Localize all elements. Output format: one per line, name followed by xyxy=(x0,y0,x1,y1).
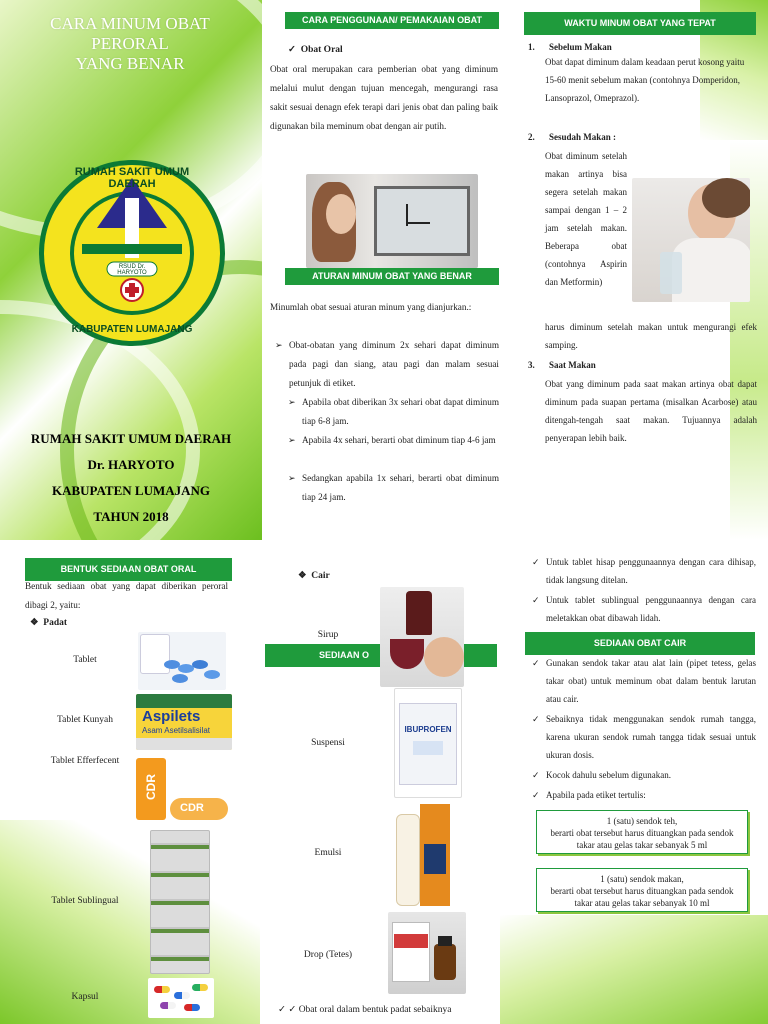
check-icon: ✓ xyxy=(278,1005,286,1015)
footer-text: Obat oral dalam bentuk padat sebaiknya xyxy=(298,1005,452,1015)
cair-item-4 xyxy=(532,786,756,804)
aturan-intro: Minumlah obat sesuai aturan minum yang dianjurkan.: xyxy=(270,302,472,312)
aturan-item-1 xyxy=(275,336,499,393)
waktu-item-3-title xyxy=(528,356,596,374)
check-icon: ✓ xyxy=(288,45,296,55)
cair-heading xyxy=(298,570,330,581)
obat-oral-subheading xyxy=(288,44,343,55)
diamond-bullet-icon: ❖ xyxy=(30,618,39,628)
cover-panel xyxy=(0,0,262,540)
note-tablet-hisap xyxy=(532,553,756,589)
aspilets-image xyxy=(136,694,232,750)
aturan-header: ATURAN MINUM OBAT YANG BENAR xyxy=(285,268,499,285)
penggunaan-body: Obat oral merupakan cara pemberian obat yang diminum melalui mulut dengan tujuan mencegah, mengurangi rasa sakit sesuai denagn efek terapi dari jenis obat dan paling baik digunakan bila meminum obat dengan air putih. xyxy=(270,64,498,131)
kapsul-image xyxy=(148,978,214,1018)
check-icon: ✓ xyxy=(532,790,540,800)
note-text: Untuk tablet hisap penggunaannya dengan cara dihisap, tidak langsung ditelan. xyxy=(546,557,756,585)
waktu-header: WAKTU MINUM OBAT YANG TEPAT xyxy=(524,12,756,35)
waktu-item-3-desc: Obat yang diminum pada saat makan artinya obat dapat diminum pada suapan pertama (misalkan Acarbose) atau ditengah-tengah saat makan. Tujuannya adalah penyerapan lebih baik. xyxy=(545,379,757,443)
dose-box-title: 1 (satu) sendok teh, xyxy=(606,816,678,826)
label-tablet-sublingual: Tablet Sublingual xyxy=(51,896,119,906)
cair-item-text: Sebaiknya tidak menggunakan sendok rumah tangga, karena ukuran sendok rumah tangga tidak sesuai untuk ukuran dosis. xyxy=(546,714,756,760)
arrow-bullet-icon: ➢ xyxy=(288,435,296,445)
cover-title-line: CARA MINUM OBAT xyxy=(50,14,210,33)
item-number: 2. xyxy=(528,132,535,142)
bentuk-intro: Bentuk sediaan obat yang dapat diberikan peroral dibagi 2, yaitu: xyxy=(25,581,228,610)
aturan-sub-1 xyxy=(288,393,499,431)
item-title: Sesudah Makan : xyxy=(549,132,617,142)
cair-item-text: Kocok dahulu sebelum digunakan. xyxy=(546,770,671,780)
sublingual-image xyxy=(150,830,210,974)
aturan-sub-text: Apabila 4x sehari, berarti obat diminum tiap 4-6 jam xyxy=(302,435,496,445)
dose-box-teaspoon xyxy=(536,810,748,854)
bentuk-header: BENTUK SEDIAAN OBAT ORAL xyxy=(25,558,232,581)
hospital-line: KABUPATEN LUMAJANG xyxy=(51,483,211,498)
woman-pill-image xyxy=(632,178,750,302)
emulsi-image xyxy=(394,804,452,908)
hospital-logo xyxy=(37,158,227,348)
waktu-item-2-desc-a: Obat diminum setelah makan artinya bisa segera setelah makan sampai dengan 1 – 2 jam setelah makan. Beberapa obat (contohnya Aspirin dan Metformin) xyxy=(545,151,627,287)
note-tablet-sublingual xyxy=(532,591,756,627)
sediaan-cair-header: SEDIAAN OBAT CAIR xyxy=(525,632,755,655)
label-kapsul: Kapsul xyxy=(71,992,99,1002)
note-text: Untuk tablet sublingual penggunaannya dengan cara meletakkan obat dibawah lidah. xyxy=(546,595,756,623)
aturan-sub-text: Sedangkan apabila 1x sehari, berarti obat diminum tiap 24 jam. xyxy=(302,473,499,502)
diamond-bullet-icon: ❖ xyxy=(298,571,307,581)
logo-ring-bottom: KABUPATEN LUMAJANG xyxy=(71,324,193,335)
arrow-bullet-icon: ➢ xyxy=(288,473,296,483)
check-icon: ✓ xyxy=(532,595,540,605)
label-tablet-kunyah: Tablet Kunyah xyxy=(56,715,114,725)
bottom-left-decor xyxy=(0,820,260,1024)
padat-text: Padat xyxy=(43,618,68,628)
tablet-image xyxy=(138,632,226,690)
hospital-line: Dr. HARYOTO xyxy=(87,457,175,472)
check-icon: ✓ xyxy=(532,770,540,780)
check-icon: ✓ xyxy=(532,714,540,724)
waktu-item-1-desc: Obat dapat diminum dalam keadaan perut kosong yaitu 15-60 menit sebelum makan (contohnya Domperidon, Lansoprazol, Omeprazol). xyxy=(545,57,745,103)
dose-box-body: berarti obat tersebut harus dituangkan pada sendok takar atau gelas takar sebanyak 10 ml xyxy=(550,886,734,908)
bottom-right-decor xyxy=(500,915,768,1024)
hospital-line: RUMAH SAKIT UMUM DAERAH xyxy=(30,431,232,446)
label-drop: Drop (Tetes) xyxy=(303,950,353,960)
check-icon: ✓ xyxy=(288,1005,297,1015)
cair-item-2 xyxy=(532,710,756,764)
item-title: Saat Makan xyxy=(549,360,596,370)
cair-item-1 xyxy=(532,654,756,708)
waktu-item-2-desc-b: harus diminum setelah makan untuk mengurangi efek samping. xyxy=(545,322,757,350)
aspilets-brand: Aspilets xyxy=(142,708,201,725)
hospital-line: TAHUN 2018 xyxy=(93,509,169,524)
label-tablet-efferfecent: Tablet Efferfecent xyxy=(50,756,120,766)
cair-footer-note xyxy=(278,1004,508,1015)
sediaan-cair-partial-header: SEDIAAN O xyxy=(265,644,497,667)
logo-center-label: RSUD Dr. HARYOTO xyxy=(117,264,147,276)
aturan-item-text: Obat-obatan yang diminum 2x sehari dapat diminum pada pagi dan siang, atau pagi dan malam sesuai petunjuk di etiket. xyxy=(289,340,499,388)
arrow-bullet-icon: ➢ xyxy=(275,340,283,350)
woman-clock-image xyxy=(306,174,478,268)
item-number: 1. xyxy=(528,42,535,52)
cdr-brand-tube: CDR xyxy=(180,802,204,814)
aspilets-subtitle: Asam Asetilsalisilat xyxy=(142,726,211,735)
item-number: 3. xyxy=(528,360,535,370)
ibuprofen-label: IBUPROFEN xyxy=(404,725,452,734)
aturan-sub-text: Apabila obat diberikan 3x sehari obat dapat diminum tiap 6-8 jam. xyxy=(302,397,499,426)
cover-title-line: PERORAL xyxy=(91,34,169,53)
label-sirup: Sirup xyxy=(317,630,339,640)
dose-box-title: 1 (satu) sendok makan, xyxy=(600,874,684,884)
aturan-sub-3 xyxy=(288,469,499,507)
cair-text: Cair xyxy=(311,571,330,581)
arrow-bullet-icon: ➢ xyxy=(288,397,296,407)
padat-heading xyxy=(30,617,67,628)
hospital-name-block xyxy=(0,426,262,530)
subheading-text: Obat Oral xyxy=(300,45,343,55)
cdr-image xyxy=(134,754,232,826)
logo-ring-top: RUMAH SAKIT UMUM DAERAH xyxy=(74,166,190,190)
label-tablet: Tablet xyxy=(73,655,97,665)
aturan-sub-2 xyxy=(288,431,499,450)
label-emulsi: Emulsi xyxy=(314,848,342,858)
label-suspensi: Suspensi xyxy=(311,738,345,748)
ibuprofen-image xyxy=(394,688,462,798)
check-icon: ✓ xyxy=(532,557,540,567)
cair-item-text: Gunakan sendok takar atau alat lain (pipet tetess, gelas takar obat) untuk meminum obat dalam bentuk larutan atau cair. xyxy=(546,658,756,704)
waktu-item-2-title xyxy=(528,128,616,146)
item-title: Sebelum Makan xyxy=(549,42,612,52)
cair-item-3 xyxy=(532,766,756,784)
cdr-brand-vertical: CDR xyxy=(144,774,158,800)
check-icon: ✓ xyxy=(532,658,540,668)
cover-title-line: YANG BENAR xyxy=(75,54,185,73)
dose-box-body: berarti obat tersebut harus dituangkan pada sendok takar atau gelas takar sebanyak 5 ml xyxy=(550,828,734,850)
cover-title xyxy=(20,14,240,74)
sirup-image xyxy=(380,587,464,687)
penggunaan-header: CARA PENGGUNAAN/ PEMAKAIAN OBAT xyxy=(285,12,499,29)
cair-item-text: Apabila pada etiket tertulis: xyxy=(546,790,646,800)
drop-image xyxy=(388,912,466,994)
dose-box-tablespoon xyxy=(536,868,748,912)
